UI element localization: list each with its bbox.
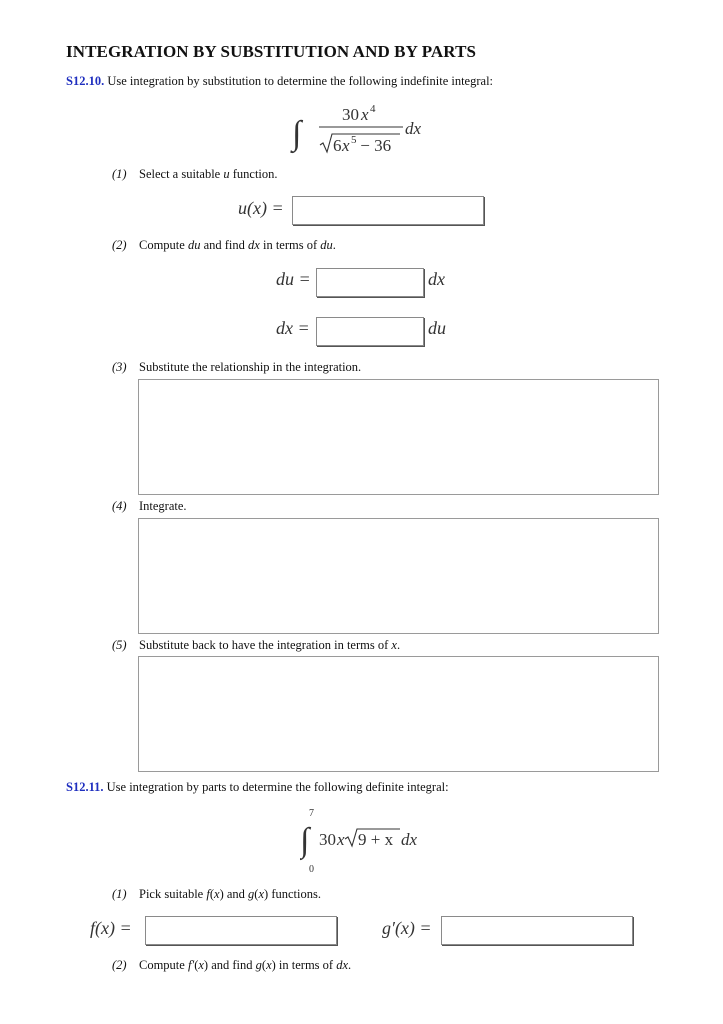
problem-text: Use integration by parts to determine the following definite integral: [106,780,449,794]
du-label: du = [276,269,311,289]
dx-input[interactable] [316,317,424,346]
integral-sign: ∫ [300,822,310,859]
radicand-var: x [342,136,350,155]
integrand-coef: 30 [319,830,336,849]
integral-expression-2 [300,804,430,876]
page-title: INTEGRATION BY SUBSTITUTION AND BY PARTS [66,42,477,61]
integral-expression-1 [290,100,440,160]
upper-limit: 7 [309,808,314,819]
integrand-var: x [337,830,345,849]
substitute-back-answer-box[interactable] [138,656,659,772]
u-label: u(x) = [238,198,284,218]
differential: dx [401,830,418,849]
problem-s12-11-statement [66,780,449,795]
radicand-coef: 6 [333,136,342,155]
du-unit-label: dx [428,269,445,289]
problem-text: Use integration by substitution to determine the following indefinite integral: [107,74,494,88]
integral-sign: ∫ [292,115,302,152]
step-1: (1) Select a suitable u function. [112,167,278,181]
problem-s12-10-statement [66,74,493,89]
problem-id: S12.10. [66,74,105,88]
numerator-var: x [361,105,369,124]
radicand-rest: − 36 [356,136,392,155]
f-input[interactable] [145,916,337,945]
step-4: (4) Integrate. [112,499,187,513]
step-5: (5) Substitute back to have the integration in terms of x. [112,638,401,652]
step-2: (2) Compute du and find dx in terms of du. [112,238,336,252]
lower-limit: 0 [309,864,314,875]
numerator-coef: 30 [342,105,359,124]
numerator-exp: 4 [370,103,376,115]
du-input[interactable] [316,268,424,297]
dx-label: dx = [276,318,310,338]
substitution-answer-box[interactable] [138,379,659,495]
u-input[interactable] [292,196,484,225]
f-label: f(x) = [90,918,132,938]
p2-step-1: (1) Pick suitable f(x) and g(x) functions. [112,887,321,901]
gprime-input[interactable] [441,916,633,945]
radicand: 9 + x [358,830,394,849]
gprime-label: g′(x) = [382,918,432,938]
problem-id: S12.11. [66,780,104,794]
integrate-answer-box[interactable] [138,518,659,634]
p2-step-2: (2) Compute f′(x) and find g(x) in terms of dx. [112,958,352,972]
step-3: (3) Substitute the relationship in the integration. [112,360,362,374]
dx-unit-label: du [428,318,446,338]
radicand-exp: 5 [351,134,357,146]
differential: dx [405,119,422,138]
